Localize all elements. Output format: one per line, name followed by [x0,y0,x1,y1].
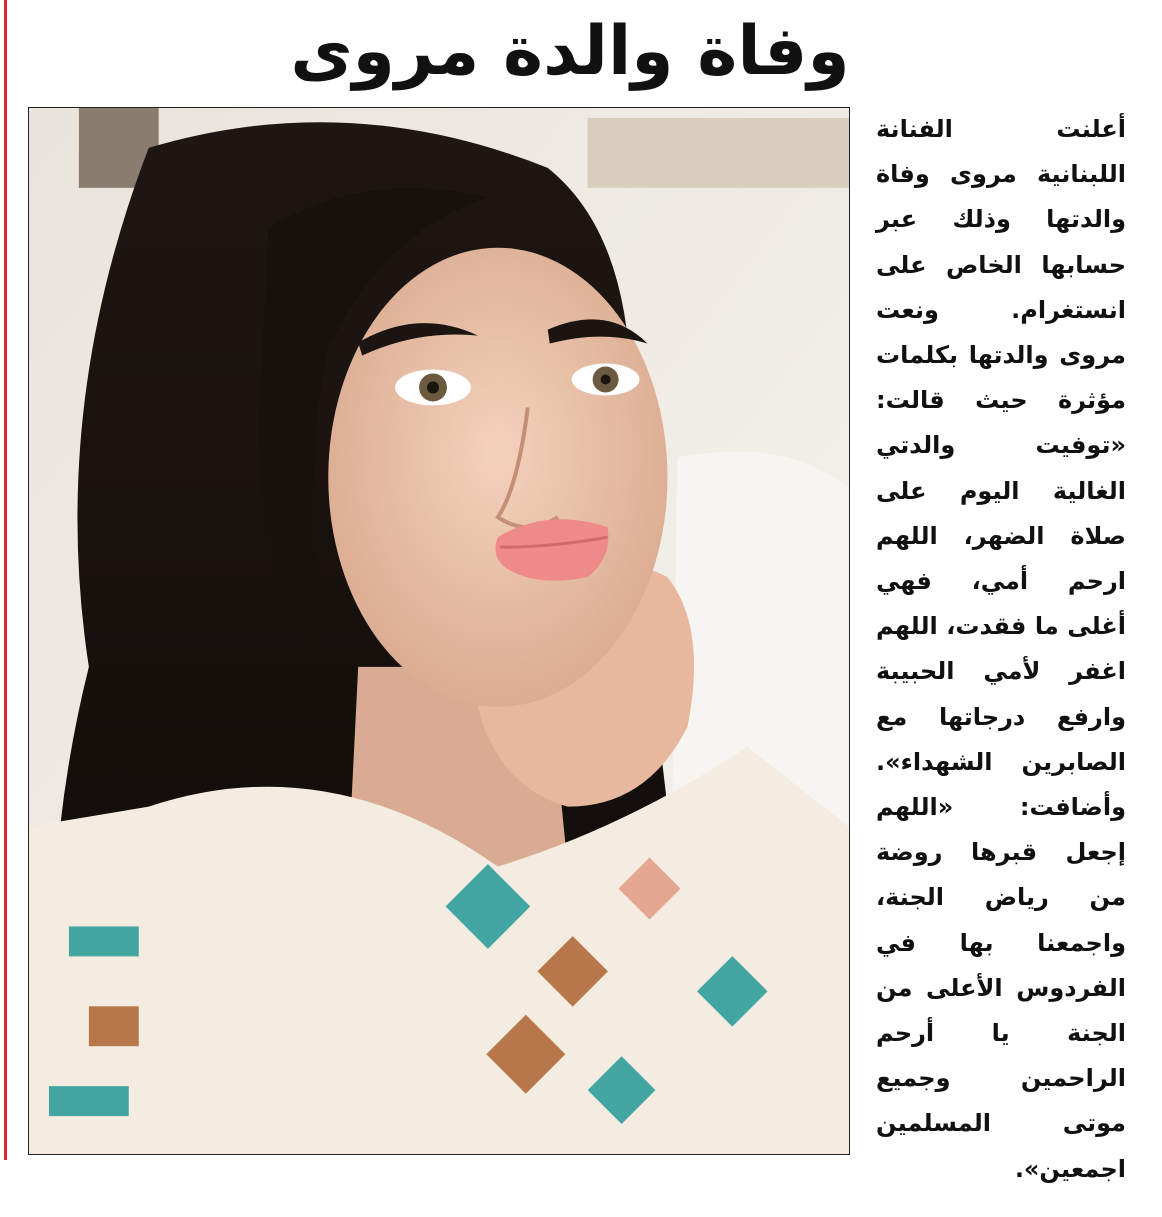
portrait-illustration [29,108,849,1154]
face [328,248,667,707]
portrait-photo [28,107,850,1155]
headboard-panel [588,118,849,188]
article-body: أعلنت الفنانة اللبنانية مروى وفاة والدتها وذلك عبر حسابها الخاص على انستغرام. ونعت مروى والدتها بكلمات مؤثرة حيث قالت: «توفيت والدتي الغالية اليوم على صلاة الضهر، اللهم ارحم أمي، فهي أغلى ما فقدت، اللهم اغفر لأمي الحبيبة وارفع درجاتها مع الصابرين الشهداء». وأضافت: «اللهم إجعل قبرها روضة من رياض الجنة، واجمعنا بها في الفردوس الأعلى من الجنة يا أرحم الراحمين وجميع موتى المسلمين اجمعين». [876,115,1126,1183]
red-margin-rule [4,0,7,1160]
headline: وفاة والدة مروى [290,12,850,91]
